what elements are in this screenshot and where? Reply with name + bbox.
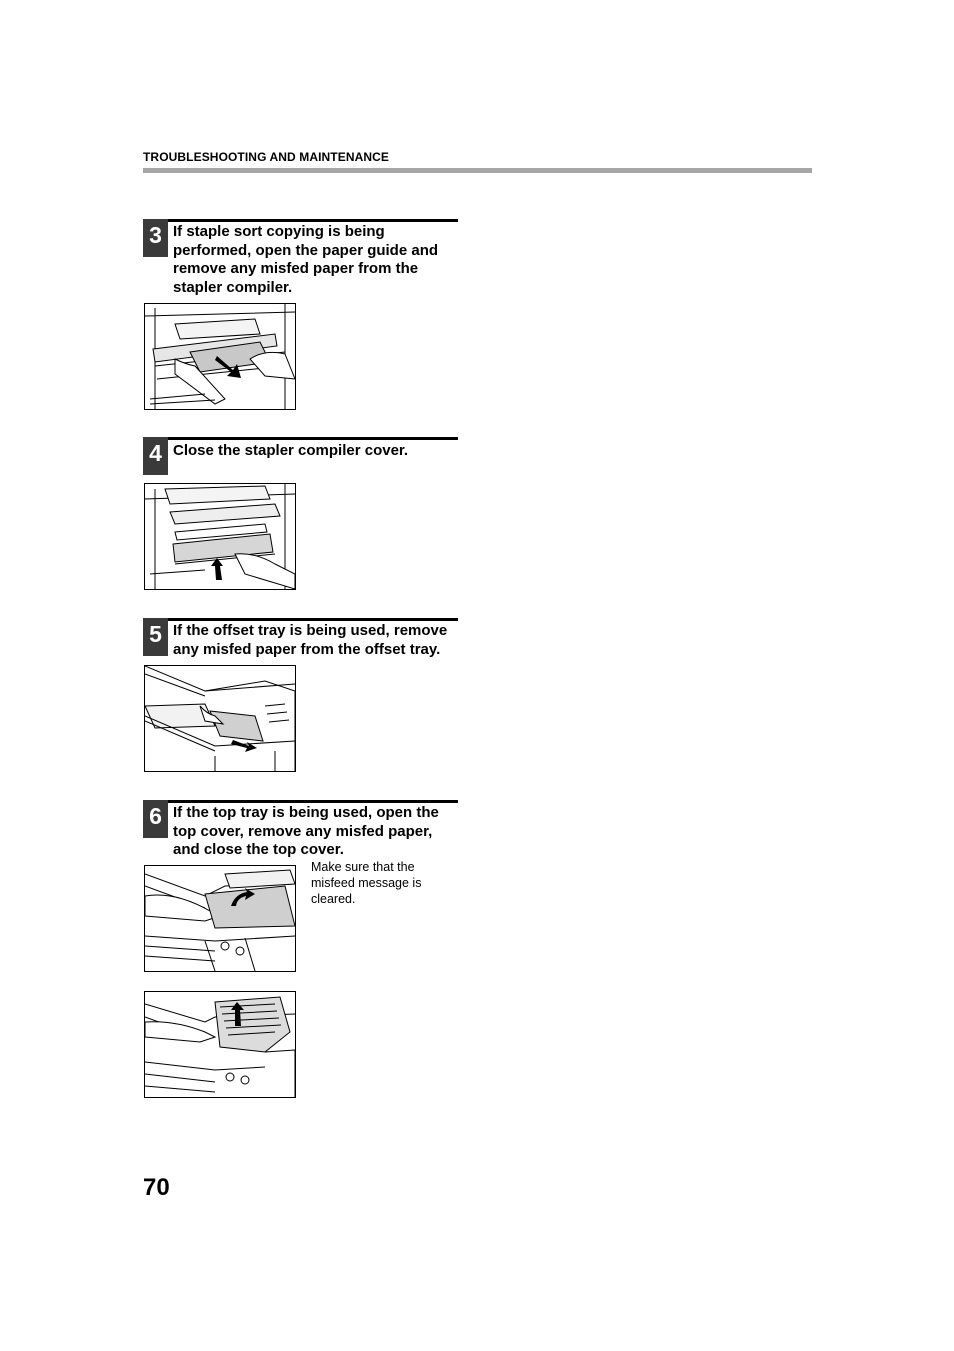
illustration-top-tray-removal: [144, 865, 296, 972]
step-instruction: If the offset tray is being used, remove any misfed paper from the offset tray.: [173, 622, 448, 658]
section-header: TROUBLESHOOTING AND MAINTENANCE: [143, 150, 389, 164]
step-instruction: If staple sort copying is being performed, open the paper guide and remove any misfed paper from the stapler compiler.: [173, 223, 439, 296]
page-number: 70: [143, 1174, 170, 1201]
header-rule: [143, 168, 812, 173]
illustration-close-stapler-cover: [144, 483, 296, 590]
step-instruction: If the top tray is being used, open the top cover, remove any misfed paper, and close the top cover.: [173, 804, 439, 858]
illustration-stapler-compiler-removal: [144, 303, 296, 410]
step-rule: [143, 800, 458, 803]
step-number: 3: [143, 219, 168, 257]
illustration-close-top-cover: [144, 991, 296, 1098]
step-rule: [143, 219, 458, 222]
step-rule: [143, 437, 458, 440]
step-number: 4: [143, 437, 168, 475]
step-number: 5: [143, 618, 168, 656]
step-number: 6: [143, 800, 168, 838]
note-misfeed-message: Make sure that the misfeed message is cleared.: [311, 860, 422, 906]
illustration-offset-tray-removal: [144, 665, 296, 772]
step-instruction: Close the stapler compiler cover.: [173, 442, 409, 459]
step-rule: [143, 618, 458, 621]
